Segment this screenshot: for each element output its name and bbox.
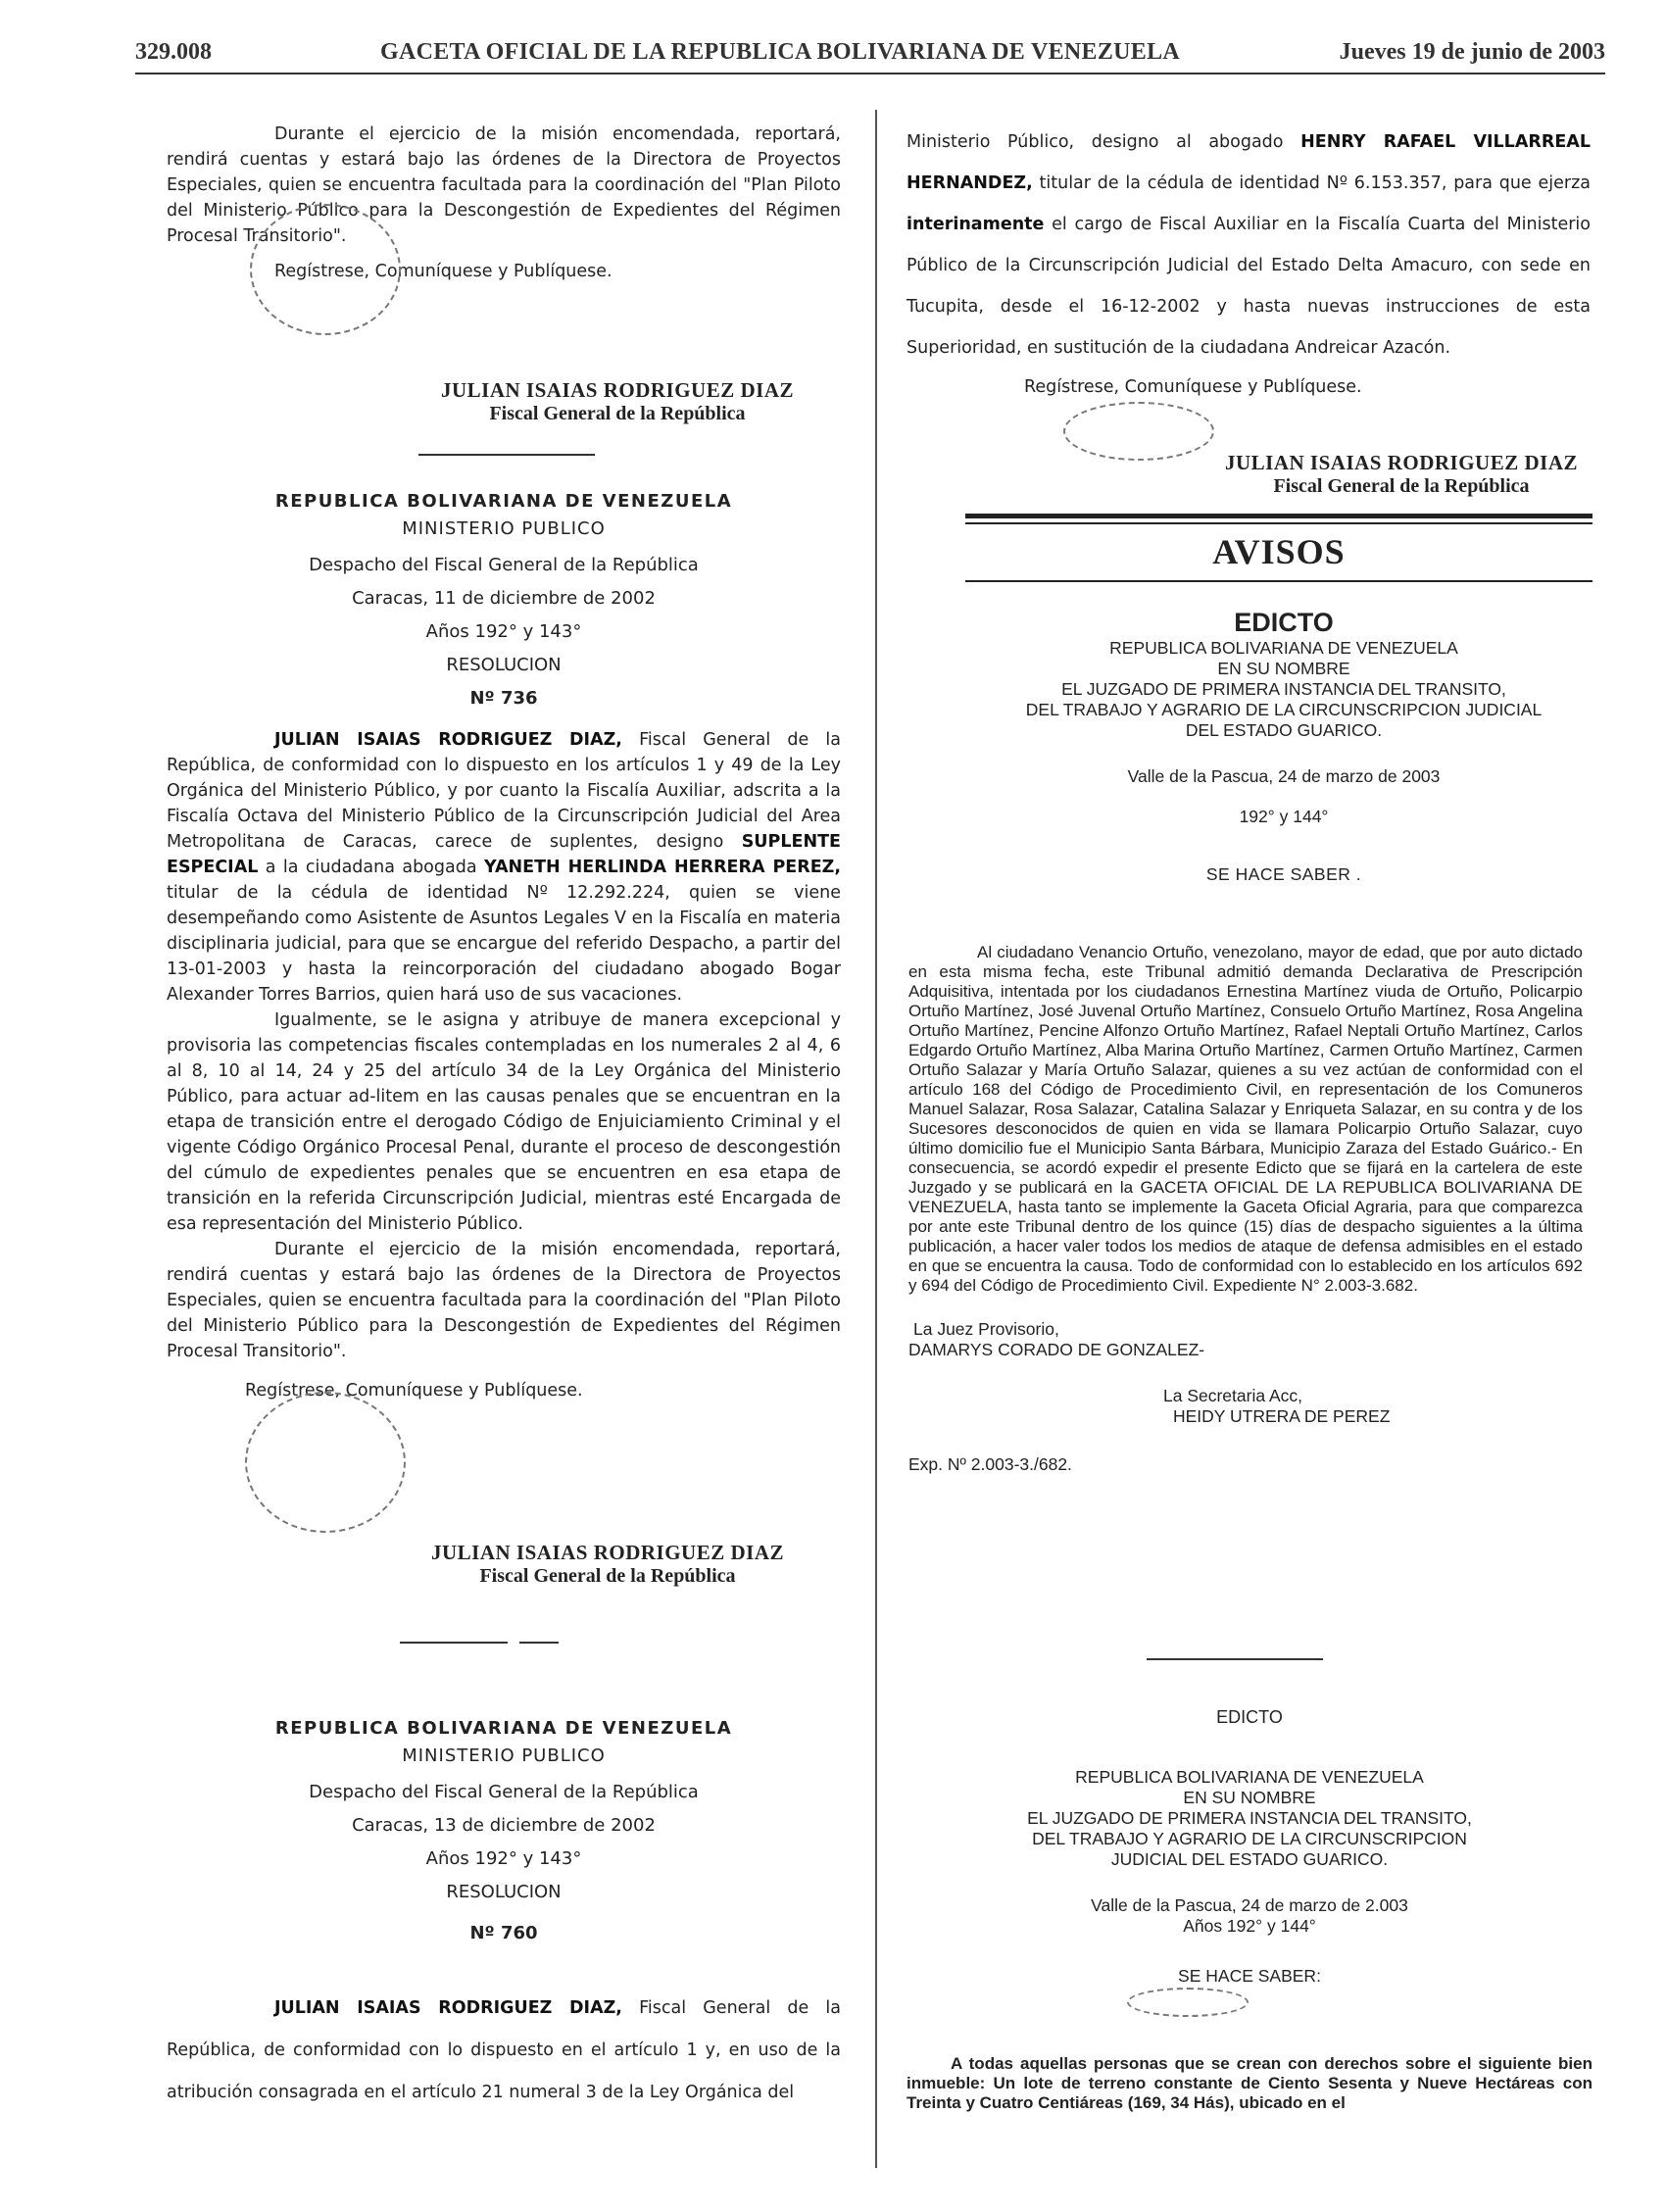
- signatory-role: Fiscal General de la República: [489, 403, 746, 424]
- gazette-title: GACETA OFICIAL DE LA REPUBLICA BOLIVARIANA DE VENEZUELA: [380, 39, 1181, 65]
- left-top-closing: Regístrese, Comuníquese y Publíquese.: [274, 262, 612, 281]
- place-date: Caracas, 11 de diciembre de 2002: [352, 588, 656, 609]
- edicto-2-paragraph: [906, 2054, 1592, 2113]
- edicto-place-date: Valle de la Pascua, 24 de marzo de 2003: [1127, 766, 1441, 786]
- appointment-mode: interinamente: [906, 215, 1045, 234]
- resolution-label: RESOLUCION: [446, 1882, 562, 1902]
- resolution-760-header: [167, 1715, 841, 1950]
- edicto-heading-line: JUDICIAL DEL ESTADO GUARICO.: [1110, 1849, 1389, 1869]
- resolution-736-header: [167, 488, 841, 715]
- edicto-1-body-a: Al ciudadano Venancio Ortuño, venezolano, mayor de edad, que por auto dictado en esta misma fecha, este Tribunal admitió demanda Declarativa de Prescripción Adquisitiva, intentada por los ciudadanos Ernestina Martínez viuda de Ortuño, Policarpio Ortuño Martínez, José Juvenal Ortuño Martínez, Consuelo Ortuño Martínez, Rosa Angelina Ortuño Martínez, Pencine Alfonzo Ortuño Martínez, Rafael Neptali Ortuño Martínez, Carlos Edgardo Ortuño Martínez, Alba Marina Ortuño Martínez, Carmen Ortuño Martínez, Carmen Ortuño Salazar y María Ortuño Salazar, quienes a su vez actúan de conformidad con el artículo 168 del Código de Procedimiento Civil, en representación de los Comuneros Manuel Salazar, Rosa Salazar, Catalina Salazar y Enriqueta Salazar, en su contra y de los Sucesores desconocidos de quien en vida se llamara Policarpio Ortuño Salazar, cuyo último domicilio fue el Municipio Santa Bárbara, Municipio Zaraza del Estado Guárico.- En consecuencia, se acordó expedir el presente Edicto que se fijará en la cartelera de este Juzgado y se publicará en la: [908, 943, 1583, 1197]
- header-rule: [135, 73, 1605, 74]
- secretary-role: La Secretaria Acc,: [1163, 1386, 1303, 1405]
- edicto-notice: SE HACE SABER .: [1205, 864, 1362, 884]
- resolution-736-name: JULIAN ISAIAS RODRIGUEZ DIAZ,: [274, 730, 622, 750]
- signatory-role: Fiscal General de la República: [479, 1565, 736, 1587]
- edicto-2-body: [906, 2054, 1592, 2113]
- edicto-1-body-b: GACETA OFICIAL DE LA REPUBLICA BOLIVARIANA DE VENEZUELA, hasta tanto se implemente la Gaceta Oficial Agraria, para que comparezca por ante este Tribunal dentro de los quince (15) días de despacho siguientes a la última publicación, a hacer valer todos los medios de ataque de defensa admisibles en el estado en que se encuentra la causa. Todo de conformidad con lo establecido en los artículos 692 y 694 del Código de Procedimiento Civil. Expediente N° 2.003-3.682.: [908, 1178, 1583, 1295]
- appointment-c: titular de la cédula de identidad Nº 6.153.357, para que ejerza: [1032, 173, 1591, 193]
- edicto-heading-line: REPUBLICA BOLIVARIANA DE VENEZUELA: [1109, 638, 1458, 658]
- avisos-rule: [965, 580, 1592, 582]
- official-seal-icon: [1127, 1988, 1249, 2017]
- resolution-736-p2: Igualmente, se le asigna y atribuye de manera excepcional y provisoria las competencias fiscales contempladas en los numerales 2 al 4, 6 al 8, 10 al 14, 24 y 25 del artículo 34 de la Ley Orgánica del Ministerio Público, para actuar ad-litem en las causas penales que se encuentran en la etapa de transición entre el derogado Código de Enjuiciamiento Criminal y el vigente Código Orgánico Procesal Penal, durante el proceso de descongestión del cúmulo de expedientes penales que se encuentren en esa etapa de transición en la referida Circunscripción Judicial, mientras esté Encargada de esa representación del Ministerio Público.: [167, 1010, 841, 1234]
- resolution-number: Nº 760: [469, 1923, 538, 1943]
- section-divider: [418, 454, 595, 456]
- edicto-title: EDICTO: [1234, 608, 1334, 637]
- resolution-760-p1: [167, 1988, 841, 2114]
- ministry-heading: MINISTERIO PUBLICO: [402, 1745, 606, 1766]
- signature-block-2: [333, 1541, 882, 1588]
- resolution-number: Nº 736: [469, 688, 538, 709]
- edicto-heading-line: DEL TRABAJO Y AGRARIO DE LA CIRCUNSCRIPCION JUDICIAL: [1025, 700, 1543, 719]
- judge-role: La Juez Provisorio,: [913, 1319, 1059, 1339]
- resolution-760-body: [167, 1988, 841, 2114]
- issue-date: Jueves 19 de junio de 2003: [1339, 39, 1605, 65]
- resolution-736-p1-e: titular de la cédula de identidad Nº 12.292.224, quien se viene desempeñando como Asistente de Asuntos Legales V en la Fiscalía en materia disciplinaria judicial, para que se encargue del referido Despacho, a partir del 13-01-2003 y hasta la reincorporación del ciudadano abogado Bogar Alexander Torres Barrios, quien hará uso de sus vacaciones.: [167, 883, 841, 1005]
- edicto-1-body: [908, 943, 1583, 1475]
- edicto-heading-line: EL JUZGADO DE PRIMERA INSTANCIA DEL TRANSITO,: [1027, 1808, 1472, 1828]
- avisos-rule: [965, 514, 1592, 518]
- place-date: Caracas, 13 de diciembre de 2002: [352, 1815, 656, 1836]
- republic-heading: REPUBLICA BOLIVARIANA DE VENEZUELA: [274, 1718, 733, 1739]
- section-divider: [1147, 1658, 1323, 1660]
- signatory-name: JULIAN ISAIAS RODRIGUEZ DIAZ: [441, 378, 794, 402]
- official-seal-icon: [250, 204, 401, 335]
- resolution-736-p3: Durante el ejercicio de la misión encomendada, reportará, rendirá cuentas y estará bajo las órdenes de la Directora de Proyectos Especiales, quien se encuentra facultada para la coordinación del "Plan Piloto del Ministerio Público para la Descongestión de Expedientes del Régimen Procesal Transitorio".: [167, 1240, 841, 1361]
- edicto-heading-line: EL JUZGADO DE PRIMERA INSTANCIA DEL TRANSITO,: [1061, 679, 1506, 699]
- edicto-heading-line: REPUBLICA BOLIVARIANA DE VENEZUELA: [1075, 1767, 1424, 1787]
- edicto-heading-line: DEL TRABAJO Y AGRARIO DE LA CIRCUNSCRIPCION: [1032, 1829, 1467, 1848]
- right-top-block: [906, 122, 1591, 400]
- secretary-name: HEIDY UTRERA DE PEREZ: [1173, 1406, 1391, 1426]
- avisos-heading: AVISOS: [1212, 532, 1346, 571]
- resolution-736-closing: Regístrese, Comuníquese y Publíquese.: [245, 1381, 583, 1401]
- edicto-title: EDICTO: [1216, 1707, 1283, 1727]
- section-divider: [519, 1642, 559, 1644]
- right-closing: Regístrese, Comuníquese y Publíquese.: [1024, 377, 1362, 397]
- edicto-heading-line: EN SU NOMBRE: [1217, 659, 1350, 678]
- signatory-role: Fiscal General de la República: [1273, 475, 1530, 497]
- signature-block-3: [1166, 451, 1637, 498]
- edicto-years: Años 192° y 144°: [1183, 1916, 1316, 1936]
- official-seal-icon: [245, 1392, 406, 1533]
- resolution-736-body: [167, 727, 841, 1403]
- resolution-736-role: SUPLENTE ESPECIAL: [167, 832, 841, 877]
- edicto-place-date: Valle de la Pascua, 24 de marzo de 2.003: [1091, 1895, 1408, 1915]
- page-header: [135, 39, 1605, 74]
- edicto-2-header: [906, 1707, 1592, 1987]
- edicto-1-paragraph: [908, 943, 1583, 1296]
- expediente-number: Exp. Nº 2.003-3./682.: [908, 1454, 1072, 1474]
- page-number: 329.008: [135, 39, 212, 65]
- resolution-736-designee: YANETH HERLINDA HERRERA PEREZ,: [483, 858, 841, 877]
- resolution-736-p1-a: Fiscal General de la República, de conformidad con lo dispuesto en los artículos 1 y 49 de la Ley Orgánica del Ministerio Público, y por cuanto la Fiscalía Auxiliar, adscrita a la Fiscalía Octava del Ministerio Público de la Circunscripción Judicial del Area Metropolitana de Caracas, carece de suplentes, designo: [167, 730, 841, 852]
- resolution-760-p1-a: Fiscal General de la República, de conformidad con lo dispuesto en el artículo 1 y, en uso de la atribución consagrada en el artículo 21 numeral 3 de la Ley Orgánica del: [167, 1998, 841, 2102]
- resolution-label: RESOLUCION: [446, 655, 562, 675]
- resolution-736-p1-c: a la ciudadana abogada: [258, 858, 484, 877]
- resolution-760-name: JULIAN ISAIAS RODRIGUEZ DIAZ,: [274, 1998, 622, 2018]
- years: Años 192° y 143°: [425, 1848, 582, 1869]
- office-heading: Despacho del Fiscal General de la República: [309, 555, 699, 575]
- appointee-name: HENRY RAFAEL VILLARREAL HERNANDEZ,: [906, 132, 1591, 193]
- appointment-paragraph: [906, 122, 1591, 369]
- left-top-paragraph: Durante el ejercicio de la misión encomendada, reportará, rendirá cuentas y estará bajo las órdenes de la Directora de Proyectos Especiales, quien se encuentra facultada para la coordinación del "Plan Piloto del Ministerio Público para la Descongestión de Expedientes del Régimen Procesal Transitorio".: [167, 124, 841, 246]
- appointment-a: Ministerio Público, designo al abogado: [906, 132, 1301, 152]
- ministry-heading: MINISTERIO PUBLICO: [402, 518, 606, 539]
- edicto-2-body-text: A todas aquellas personas que se crean con derechos sobre el siguiente bien inmueble: Un lote de terreno constante de Ciento Sesenta y Nueve Hectáreas con Treinta y Cuatro Centiáreas (169, 34 Hás), ubicado en el: [906, 2054, 1592, 2112]
- avisos-rule: [965, 522, 1592, 524]
- judge-name: DAMARYS CORADO DE GONZALEZ-: [908, 1340, 1205, 1359]
- republic-heading: REPUBLICA BOLIVARIANA DE VENEZUELA: [274, 491, 733, 512]
- office-heading: Despacho del Fiscal General de la República: [309, 1782, 699, 1802]
- edicto-heading-line: DEL ESTADO GUARICO.: [1185, 720, 1383, 740]
- signature-block-1: [343, 378, 892, 425]
- section-divider: [400, 1642, 508, 1644]
- edicto-years: 192° y 144°: [1239, 807, 1329, 826]
- edicto-notice: SE HACE SABER:: [1178, 1966, 1321, 1986]
- edicto-heading-line: EN SU NOMBRE: [1183, 1788, 1316, 1807]
- edicto-1-header: [911, 608, 1656, 885]
- appointment-e: el cargo de Fiscal Auxiliar en la Fiscalía Cuarta del Ministerio Público de la Circunscripción Judicial del Estado Delta Amacuro, con sede en Tucupita, desde el 16-12-2002 y hasta nuevas instrucciones de esta Superioridad, en sustitución de la ciudadana Andreicar Azacón.: [906, 215, 1591, 358]
- signatory-name: JULIAN ISAIAS RODRIGUEZ DIAZ: [1225, 451, 1578, 474]
- years: Años 192° y 143°: [425, 621, 582, 642]
- resolution-736-p1: [167, 727, 841, 1008]
- signatory-name: JULIAN ISAIAS RODRIGUEZ DIAZ: [431, 1541, 784, 1564]
